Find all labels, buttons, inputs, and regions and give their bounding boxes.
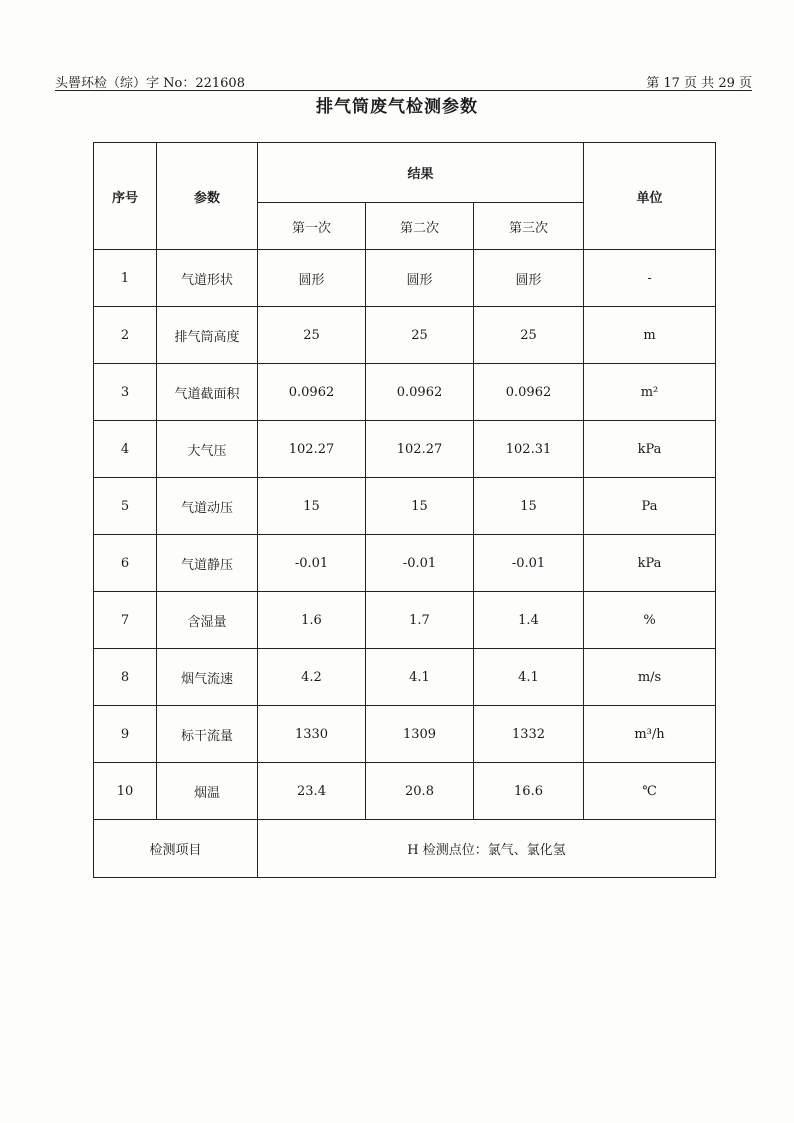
col-header-run-1: 第一次 <box>258 203 366 250</box>
cell-param: 气道形状 <box>157 250 258 307</box>
cell-param: 烟温 <box>157 763 258 820</box>
document-header <box>55 72 752 91</box>
cell-v1: 1330 <box>258 706 366 763</box>
col-header-run-3: 第三次 <box>474 203 584 250</box>
table-row <box>94 478 716 535</box>
cell-param: 大气压 <box>157 421 258 478</box>
cell-v1: 圆形 <box>258 250 366 307</box>
cell-param: 标干流量 <box>157 706 258 763</box>
cell-param: 含湿量 <box>157 592 258 649</box>
cell-seq: 8 <box>94 649 157 706</box>
cell-v3: 1332 <box>474 706 584 763</box>
table-row <box>94 649 716 706</box>
cell-v3: 4.1 <box>474 649 584 706</box>
cell-v3: -0.01 <box>474 535 584 592</box>
cell-v1: -0.01 <box>258 535 366 592</box>
cell-seq: 6 <box>94 535 157 592</box>
table-row <box>94 364 716 421</box>
cell-unit: m² <box>584 364 716 421</box>
cell-v2: 25 <box>366 307 474 364</box>
cell-seq: 1 <box>94 250 157 307</box>
page-title: 排气筒废气检测参数 <box>316 97 478 117</box>
cell-v2: 20.8 <box>366 763 474 820</box>
header-divider <box>55 90 752 91</box>
table-row <box>94 763 716 820</box>
table-row <box>94 592 716 649</box>
cell-v1: 15 <box>258 478 366 535</box>
cell-v2: 102.27 <box>366 421 474 478</box>
table-row <box>94 307 716 364</box>
cell-unit: Pa <box>584 478 716 535</box>
table-row <box>94 706 716 763</box>
cell-seq: 2 <box>94 307 157 364</box>
cell-v2: 4.1 <box>366 649 474 706</box>
cell-v1: 102.27 <box>258 421 366 478</box>
cell-param: 气道静压 <box>157 535 258 592</box>
cell-v3: 15 <box>474 478 584 535</box>
parameters-table <box>93 142 716 878</box>
cell-v1: 25 <box>258 307 366 364</box>
cell-v3: 0.0962 <box>474 364 584 421</box>
col-header-seq: 序号 <box>94 143 157 250</box>
cell-v1: 23.4 <box>258 763 366 820</box>
cell-v2: 15 <box>366 478 474 535</box>
cell-unit: m/s <box>584 649 716 706</box>
cell-seq: 7 <box>94 592 157 649</box>
cell-v3: 圆形 <box>474 250 584 307</box>
table-row <box>94 421 716 478</box>
cell-unit: m³/h <box>584 706 716 763</box>
document-number: 头罾环检（综）字 No：221608 <box>55 76 245 91</box>
cell-unit: kPa <box>584 535 716 592</box>
cell-param: 排气筒高度 <box>157 307 258 364</box>
cell-v2: -0.01 <box>366 535 474 592</box>
table-row <box>94 250 716 307</box>
cell-unit: m <box>584 307 716 364</box>
cell-v3: 16.6 <box>474 763 584 820</box>
cell-unit: kPa <box>584 421 716 478</box>
cell-param: 气道截面积 <box>157 364 258 421</box>
cell-param: 烟气流速 <box>157 649 258 706</box>
table-footer-row <box>94 820 716 878</box>
cell-seq: 3 <box>94 364 157 421</box>
cell-seq: 9 <box>94 706 157 763</box>
footer-value: H 检测点位：氯气、氯化氢 <box>258 820 716 878</box>
cell-v3: 1.4 <box>474 592 584 649</box>
col-header-result: 结果 <box>258 143 584 203</box>
cell-v1: 4.2 <box>258 649 366 706</box>
cell-v2: 圆形 <box>366 250 474 307</box>
col-header-run-2: 第二次 <box>366 203 474 250</box>
cell-v2: 0.0962 <box>366 364 474 421</box>
cell-v1: 1.6 <box>258 592 366 649</box>
cell-param: 气道动压 <box>157 478 258 535</box>
table-row <box>94 535 716 592</box>
page-indicator: 第 17 页 共 29 页 <box>646 76 752 91</box>
cell-v2: 1309 <box>366 706 474 763</box>
cell-seq: 5 <box>94 478 157 535</box>
col-header-unit: 单位 <box>584 143 716 250</box>
cell-unit: - <box>584 250 716 307</box>
table-header-row <box>94 143 716 203</box>
cell-unit: ℃ <box>584 763 716 820</box>
footer-label: 检测项目 <box>94 820 258 878</box>
cell-v2: 1.7 <box>366 592 474 649</box>
cell-seq: 10 <box>94 763 157 820</box>
cell-v3: 25 <box>474 307 584 364</box>
cell-seq: 4 <box>94 421 157 478</box>
cell-v3: 102.31 <box>474 421 584 478</box>
cell-v1: 0.0962 <box>258 364 366 421</box>
cell-unit: % <box>584 592 716 649</box>
col-header-param: 参数 <box>157 143 258 250</box>
